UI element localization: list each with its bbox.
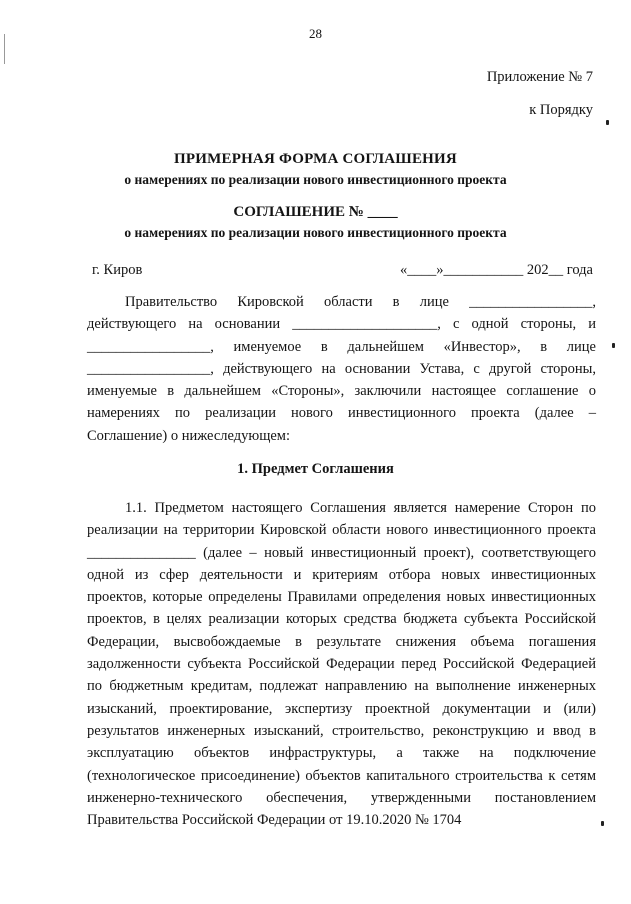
page-number: 28 — [309, 26, 322, 41]
agreement-date: «____»___________ 202__ года — [400, 262, 593, 278]
form-subtitle: о намерениях по реализации нового инвестиционного проекта — [124, 172, 507, 187]
intro-paragraph: Правительство Кировской области в лице _________________, действующего на основании ____________________, с одной стороны, и _________________, именуемое в дальнейшем «Инвестор», в лице _________________, действующего на основании Устава, с другой стороны, именуемые в дальнейшем «Стороны», заключили настоящее соглашение о намерениях по реализации нового инвестиционного проекта (далее – Соглашение) о нижеследующем: — [87, 294, 596, 444]
agreement-place: г. Киров — [92, 262, 143, 278]
appendix-label: Приложение № 7 — [486, 69, 593, 85]
form-title: ПРИМЕРНАЯ ФОРМА СОГЛАШЕНИЯ — [174, 151, 457, 167]
scan-speck — [612, 343, 615, 348]
appendix-reference: к Порядку — [529, 102, 593, 118]
scan-speck — [606, 120, 609, 125]
scan-speck — [601, 821, 604, 826]
clause-1-1: 1.1. Предметом настоящего Соглашения является намерение Сторон по реализации на территории Кировской области нового инвестиционного проекта _______________ (далее – новый инвестиционный проект), соответствующего одной из сфер деятельности и критериям отбора новых инвестиционных проектов, которые определены Правилами определения новых инвестиционных проектов, в целях реализации которых средства бюджета субъекта Российской Федерации, высвобождаемые в результате снижения объема погашения задолженности субъекта Российской Федерации перед Российской Федерацией по бюджетным кредитам, подлежат направлению на выполнение инженерных изысканий, проектирование, экспертизу проектной документации и (или) результатов инженерных изысканий, строительство, реконструкцию и ввод в эксплуатацию объектов инфраструктуры, а также на подключение (технологическое присоединение) объектов капитального строительства к сетям инженерно-технического обеспечения, утвержденными постановлением Правительства Российской Федерации от 19.10.2020 № 1704 — [87, 500, 596, 829]
section-title: 1. Предмет Соглашения — [237, 461, 394, 477]
agreement-subtitle: о намерениях по реализации нового инвестиционного проекта — [124, 225, 507, 240]
agreement-title: СОГЛАШЕНИЕ № ____ — [233, 204, 398, 220]
